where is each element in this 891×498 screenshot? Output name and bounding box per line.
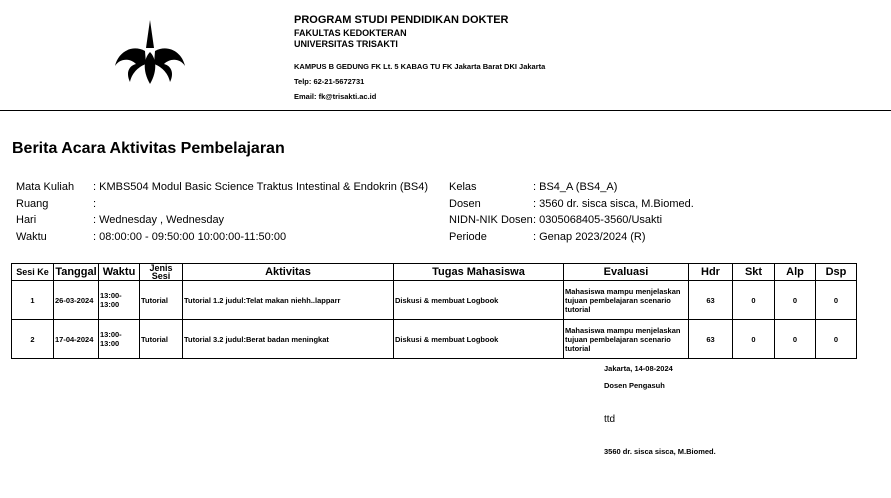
cell-sesi: 1 [12, 281, 54, 320]
cell-aktivitas: Tutorial 3.2 judul:Berat badan meningkat [183, 320, 394, 359]
info-row [16, 196, 428, 213]
info-value: : 08:00:00 - 09:50:00 10:00:00-11:50:00 [93, 231, 287, 244]
cell-aktivitas: Tutorial 1.2 judul:Telat makan niehh..lapparr [183, 281, 394, 320]
col-tugas: Tugas Mahasiswa [394, 264, 564, 281]
info-label: Mata Kuliah [16, 181, 75, 193]
cell-tugas: Diskusi & membuat Logbook [394, 281, 564, 320]
col-evaluasi: Evaluasi [564, 264, 689, 281]
info-row [449, 229, 694, 246]
letterhead [294, 14, 545, 104]
info-value: : Wednesday , Wednesday [93, 214, 225, 227]
col-alp: Alp [775, 264, 816, 281]
info-label: Ruang [16, 197, 49, 210]
cell-alp: 0 [775, 320, 816, 359]
info-label: NIDN-NIK Dosen [449, 214, 533, 227]
table-header-row [12, 264, 857, 281]
cell-tanggal: 26-03-2024 [54, 281, 99, 320]
info-value: : 0305068405-3560/Usakti [533, 214, 663, 227]
info-label: Hari [16, 214, 37, 227]
cell-skt: 0 [733, 320, 775, 359]
signature-role: Dosen Pengasuh [604, 381, 665, 390]
info-label: Dosen [449, 197, 481, 210]
page-title: Berita Acara Aktivitas Pembelajaran [12, 140, 285, 157]
signature-date: Jakarta, 14-08-2024 [604, 364, 673, 373]
col-jenis: Jenis Sesi [140, 264, 183, 281]
program-name: PROGRAM STUDI PENDIDIKAN DOKTER [294, 14, 509, 26]
col-tanggal: Tanggal [54, 264, 99, 281]
info-value: : [93, 197, 97, 210]
cell-alp: 0 [775, 281, 816, 320]
info-row [449, 212, 694, 229]
cell-evaluasi: Mahasiswa mampu menjelaskan tujuan pembelajaran scenario tutorial [564, 281, 689, 320]
info-value: : 3560 dr. sisca sisca, M.Biomed. [533, 197, 694, 210]
header-divider [0, 110, 891, 111]
info-label: Periode [449, 231, 487, 244]
activity-table [11, 263, 857, 359]
course-info-left [16, 179, 428, 246]
col-aktivitas: Aktivitas [183, 264, 394, 281]
col-sesi: Sesi Ke [12, 264, 54, 281]
email: Email: fk@trisakti.ac.id [294, 92, 377, 102]
col-hdr: Hdr [689, 264, 733, 281]
cell-hdr: 63 [689, 320, 733, 359]
info-row [16, 179, 428, 196]
info-row [16, 212, 428, 229]
cell-hdr: 63 [689, 281, 733, 320]
cell-tugas: Diskusi & membuat Logbook [394, 320, 564, 359]
faculty-name: FAKULTAS KEDOKTERAN [294, 27, 407, 38]
signature-ttd: ttd [604, 414, 616, 425]
cell-jenis: Tutorial [140, 320, 183, 359]
cell-dsp: 0 [816, 320, 857, 359]
university-name: UNIVERSITAS TRISAKTI [294, 39, 398, 49]
info-row [449, 179, 694, 196]
phone: Telp: 62-21-5672731 [294, 77, 365, 87]
info-row [449, 196, 694, 213]
university-logo [112, 18, 188, 88]
address: KAMPUS B GEDUNG FK Lt. 5 KABAG TU FK Jakarta Barat DKI Jakarta [294, 62, 546, 72]
info-label: Kelas [449, 181, 477, 193]
col-skt: Skt [733, 264, 775, 281]
info-label: Waktu [16, 231, 47, 244]
cell-sesi: 2 [12, 320, 54, 359]
cell-jenis: Tutorial [140, 281, 183, 320]
table-row [12, 320, 857, 359]
cell-tanggal: 17-04-2024 [54, 320, 99, 359]
cell-waktu: 13:00-13:00 [99, 320, 140, 359]
info-value: : BS4_A (BS4_A) [533, 181, 618, 193]
cell-dsp: 0 [816, 281, 857, 320]
col-waktu: Waktu [99, 264, 140, 281]
cell-skt: 0 [733, 281, 775, 320]
info-value: : KMBS504 Modul Basic Science Traktus Intestinal & Endokrin (BS4) [93, 181, 429, 193]
info-value: : Genap 2023/2024 (R) [533, 231, 646, 244]
table-row [12, 281, 857, 320]
cell-evaluasi: Mahasiswa mampu menjelaskan tujuan pembelajaran scenario tutorial [564, 320, 689, 359]
col-dsp: Dsp [816, 264, 857, 281]
course-info-right [449, 179, 694, 246]
info-row [16, 229, 428, 246]
signature-name: 3560 dr. sisca sisca, M.Biomed. [604, 447, 716, 456]
cell-waktu: 13:00-13:00 [99, 281, 140, 320]
